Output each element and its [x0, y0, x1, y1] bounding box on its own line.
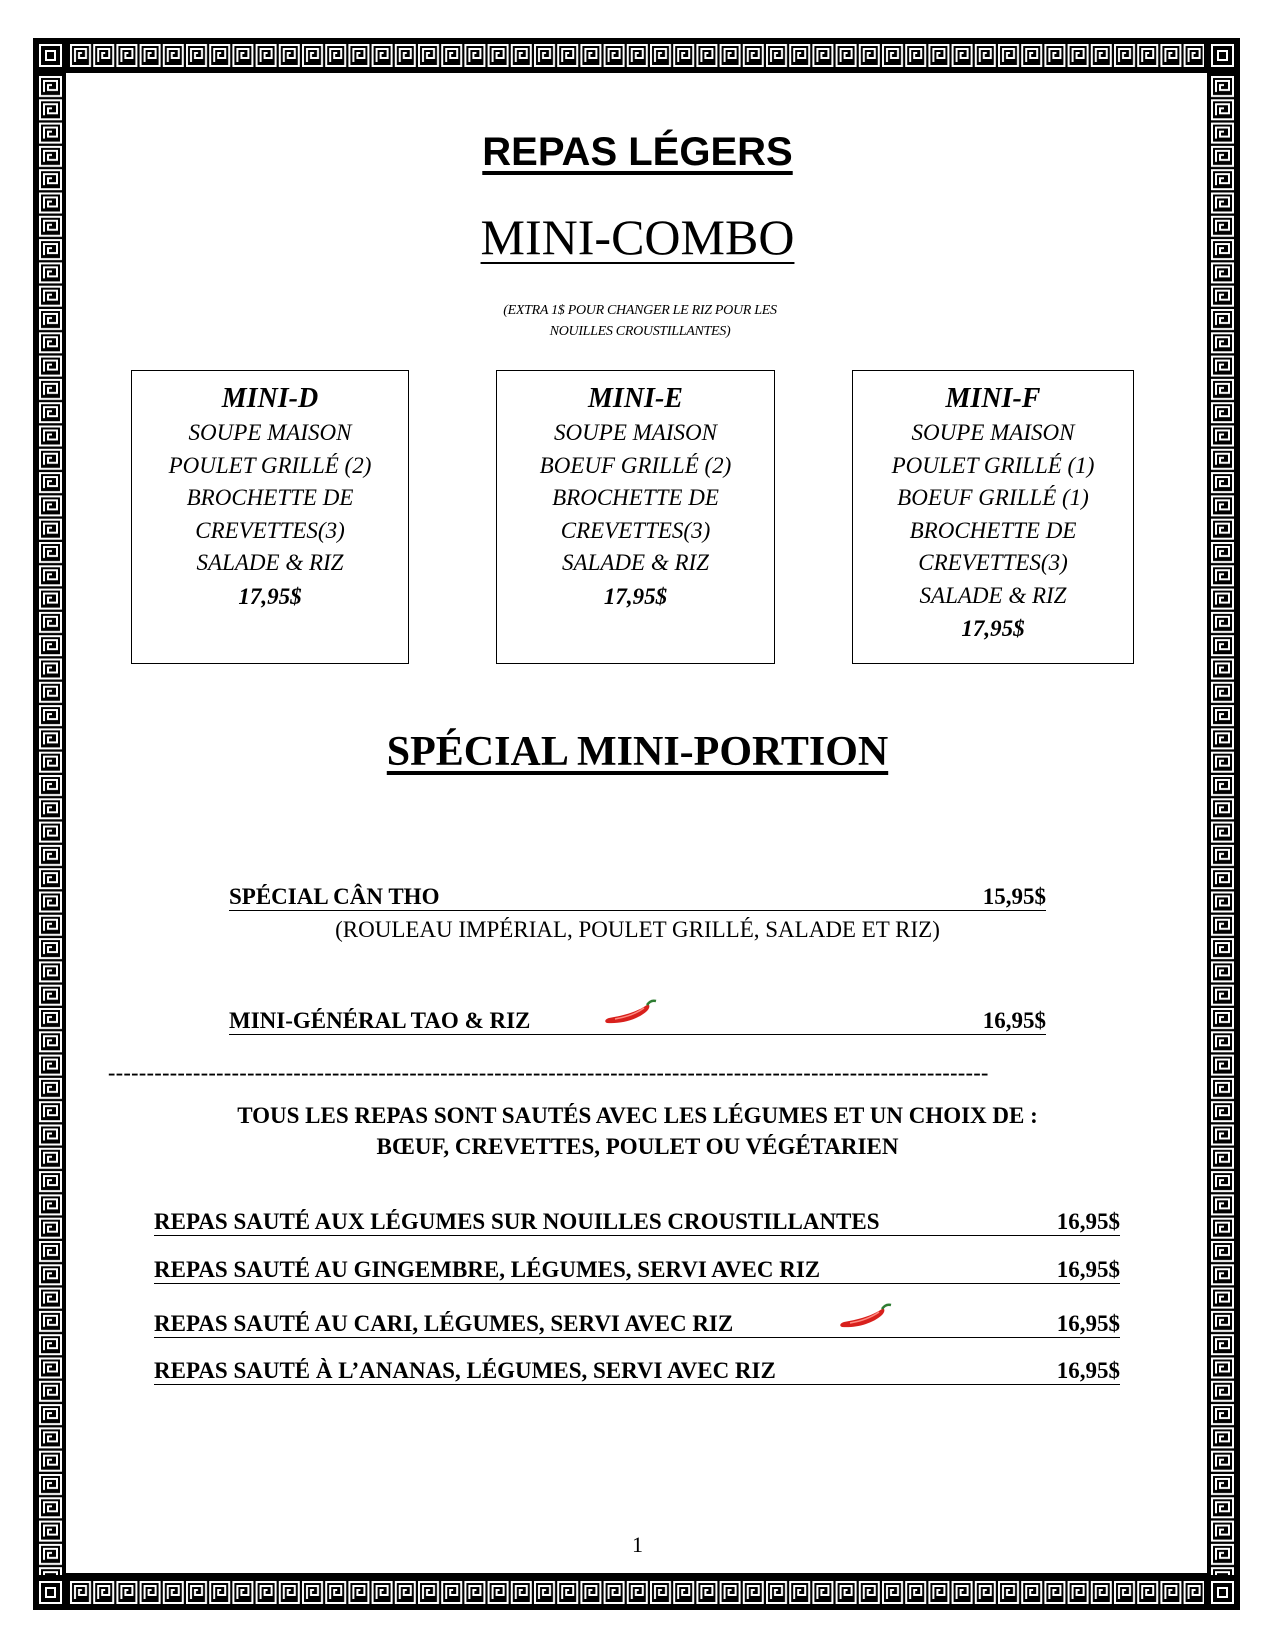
statement-line-2: BŒUF, CREVETTES, POULET OU VÉGÉTARIEN: [376, 1134, 899, 1159]
menu-item-saute-ananas: [154, 1358, 1120, 1385]
chili-pepper-icon: [838, 1302, 894, 1332]
combo-line: SALADE & RIZ: [196, 550, 344, 575]
combo-line: SOUPE MAISON: [188, 420, 352, 445]
combo-name: MINI-D: [221, 383, 319, 414]
menu-item-saute-gingembre: [154, 1257, 1120, 1284]
chili-pepper-icon: [603, 998, 659, 1028]
combo-line: CREVETTES(3): [195, 517, 345, 543]
combo-line: BROCHETTE DE: [909, 517, 1077, 543]
page-title-text: REPAS LÉGERS: [482, 130, 793, 174]
combo-line: BOEUF GRILLÉ (2): [539, 452, 732, 478]
combo-price: 17,95$: [238, 583, 302, 609]
combo-line: CREVETTES(3): [918, 550, 1068, 575]
combo-line: BROCHETTE DE: [552, 485, 719, 510]
combo-line: POULET GRILLÉ (1): [891, 452, 1095, 478]
page-number: 1: [632, 1532, 643, 1557]
menu-item-price: 15,95$: [982, 884, 1046, 909]
greek-key-border-left: [37, 75, 64, 1575]
statement-line-1: TOUS LES REPAS SONT SAUTÉS AVEC LES LÉGUMES ET UN CHOIX DE :: [237, 1103, 1038, 1128]
menu-item-price: 16,95$: [1056, 1209, 1120, 1234]
menu-item-price: 16,95$: [1056, 1311, 1120, 1336]
combo-line: BROCHETTE DE: [186, 485, 354, 510]
menu-item-price: 16,95$: [1056, 1358, 1120, 1383]
page-content-area: [66, 73, 1207, 1573]
combo-box-mini-d: [131, 370, 409, 664]
statement: [100, 1100, 1175, 1162]
greek-key-border-top: [69, 42, 1204, 69]
menu-item-name: REPAS SAUTÉ AU CARI, LÉGUMES, SERVI AVEC RIZ: [154, 1311, 734, 1336]
combo-line: SALADE & RIZ: [562, 550, 709, 575]
combo-price: 17,95$: [961, 616, 1025, 641]
combo-line: BOEUF GRILLÉ (1): [897, 485, 1089, 510]
greek-key-border-right: [1209, 75, 1236, 1575]
section-title-mini-combo-text: MINI-COMBO: [480, 209, 795, 265]
border-corner-icon: [37, 1579, 64, 1606]
combo-box-mini-e: [496, 370, 775, 664]
combo-price: 17,95$: [603, 583, 668, 609]
menu-item-can-tho: [229, 884, 1046, 911]
combo-line: CREVETTES(3): [560, 517, 711, 543]
section-title-mini-combo: [0, 208, 1275, 266]
menu-item-price: 16,95$: [982, 1008, 1046, 1033]
extra-note: [440, 300, 840, 342]
menu-item-price: 16,95$: [1056, 1257, 1120, 1282]
combo-name: MINI-F: [945, 383, 1041, 414]
section-title-special-text: SPÉCIAL MINI-PORTION: [386, 729, 889, 775]
extra-note-line-2: NOUILLES CROUSTILLANTES): [549, 324, 731, 339]
menu-item-description: (ROULEAU IMPÉRIAL, POULET GRILLÉ, SALADE ET RIZ): [335, 917, 940, 942]
page-title: [0, 130, 1275, 175]
menu-item-name: SPÉCIAL CÂN THO: [229, 884, 440, 909]
combo-name: MINI-E: [588, 383, 683, 414]
menu-item-name: REPAS SAUTÉ AUX LÉGUMES SUR NOUILLES CROUSTILLANTES: [154, 1209, 880, 1234]
dashed-divider: ------------------------------------------------------------------------------------------------------------------: [108, 1060, 989, 1085]
menu-item-name: MINI-GÉNÉRAL TAO & RIZ: [229, 1008, 531, 1033]
combo-line: POULET GRILLÉ (2): [168, 452, 372, 478]
menu-item-saute-nouilles: [154, 1209, 1120, 1236]
menu-item-name: REPAS SAUTÉ AU GINGEMBRE, LÉGUMES, SERVI AVEC RIZ: [154, 1257, 821, 1282]
extra-note-line-1: (EXTRA 1$ POUR CHANGER LE RIZ POUR LES: [503, 303, 777, 318]
border-corner-icon: [37, 42, 64, 69]
menu-item-saute-cari: [154, 1311, 1120, 1338]
greek-key-border-bottom: [69, 1579, 1204, 1606]
border-corner-icon: [1209, 42, 1236, 69]
border-corner-icon: [1209, 1579, 1236, 1606]
menu-item-name: REPAS SAUTÉ À L’ANANAS, LÉGUMES, SERVI AVEC RIZ: [154, 1358, 776, 1383]
section-title-special: [0, 728, 1275, 776]
combo-line: SOUPE MAISON: [554, 420, 717, 445]
combo-line: SALADE & RIZ: [919, 582, 1067, 608]
combo-line: SOUPE MAISON: [911, 420, 1075, 445]
combo-box-mini-f: [852, 370, 1134, 664]
